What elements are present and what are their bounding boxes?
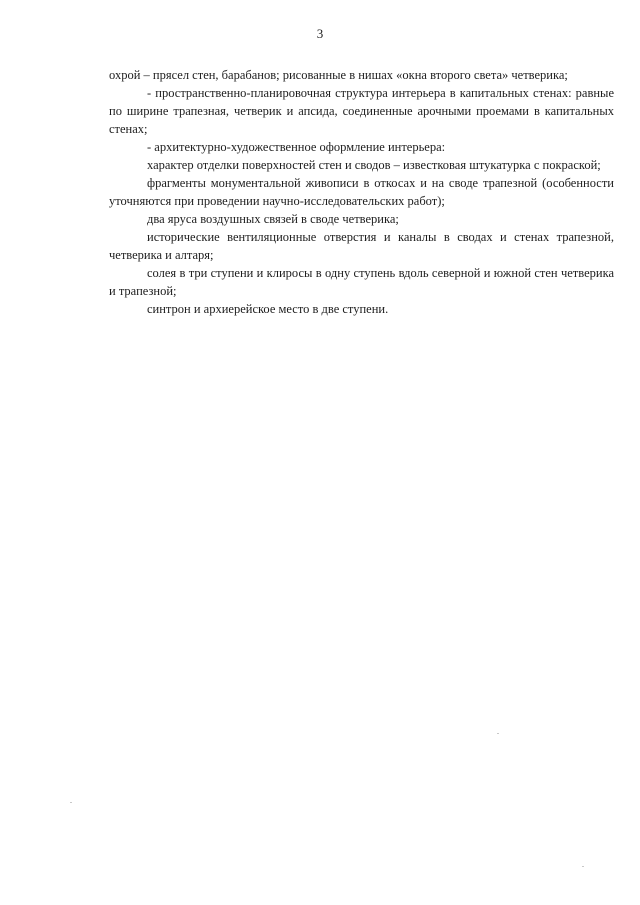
scan-speck (70, 802, 72, 803)
paragraph-spatial-structure: - пространственно-планировочная структура интерьера в капитальных стенах: равные по ширине трапезная, четверик и апсида, соединенные арочными проемами в капитальных стенах; (109, 86, 614, 136)
scan-speck (582, 866, 584, 867)
paragraph-wall-finish: характер отделки поверхностей стен и сводов – известковая штукатурка с покраской; (147, 158, 601, 172)
paragraph-ventilation: исторические вентиляционные отверстия и каналы в сводах и стенах трапезной, четверика и алтаря; (109, 230, 614, 262)
paragraph-solea: солея в три ступени и клиросы в одну ступень вдоль северной и южной стен четверика и трапезной; (109, 266, 614, 298)
body-text (109, 66, 614, 318)
paragraph-air-ties: два яруса воздушных связей в своде четверика; (147, 212, 399, 226)
scan-speck (497, 733, 499, 734)
paragraph-monumental-painting: фрагменты монументальной живописи в откосах и на своде трапезной (особенности уточняются при проведении научно-исследовательских работ); (109, 176, 614, 208)
paragraph-ochre-walls: охрой – прясел стен, барабанов; рисованные в нишах «окна второго света» четверика; (109, 68, 568, 82)
paragraph-interior-decoration: - архитектурно-художественное оформление интерьера: (147, 140, 446, 154)
paragraph-synthronon: синтрон и архиерейское место в две ступени. (147, 302, 389, 316)
page-number: 3 (316, 26, 324, 41)
